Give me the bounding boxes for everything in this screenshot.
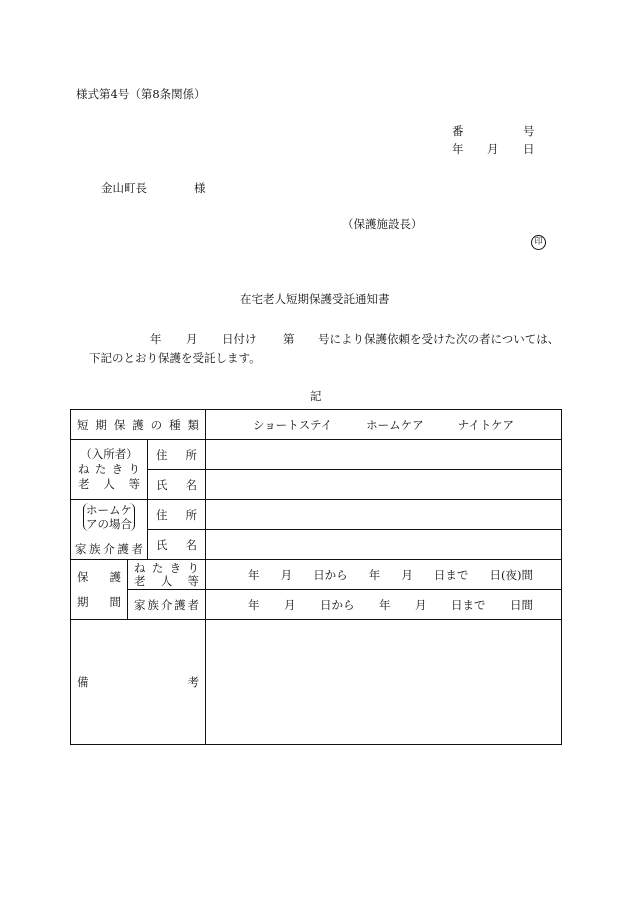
homecare-note bbox=[83, 503, 135, 531]
date-year-label: 年 bbox=[452, 142, 464, 156]
form-number: 様式第4号（第8条関係） bbox=[76, 87, 206, 101]
date-month-label: 月 bbox=[487, 142, 499, 156]
remarks-value[interactable] bbox=[206, 620, 562, 745]
addressee-honorific: 様 bbox=[194, 181, 206, 195]
type-option-home-care: ホームケア bbox=[366, 417, 424, 432]
patient-group-line2: 老人等 bbox=[78, 477, 140, 491]
period-label-cell bbox=[71, 560, 128, 620]
seal-mark: 印 bbox=[531, 235, 546, 250]
patient-name-label: 氏名 bbox=[156, 477, 198, 492]
caregiver-name-label-cell bbox=[148, 530, 206, 560]
homecare-note-line2: アの場合 bbox=[86, 516, 132, 531]
caregiver-address-label: 住所 bbox=[156, 507, 198, 522]
notification-table bbox=[70, 409, 562, 745]
number-label: 番 bbox=[452, 124, 464, 138]
period2-duration: 日間 bbox=[510, 597, 534, 612]
type-option-short-stay: ショートステイ bbox=[253, 417, 333, 432]
date-day-label: 日 bbox=[523, 142, 535, 156]
caregiver-address-label-cell bbox=[148, 500, 206, 530]
ki-heading: 記 bbox=[310, 389, 322, 403]
body-month: 月 bbox=[186, 332, 198, 346]
patient-address-value[interactable] bbox=[206, 440, 562, 470]
period-caregiver-label: 家族介護者 bbox=[134, 597, 200, 612]
caregiver-name-label: 氏名 bbox=[156, 537, 198, 552]
addressee-name: 金山町長 bbox=[101, 181, 147, 195]
period2-end-year: 年 bbox=[379, 597, 391, 612]
patient-group-cell bbox=[71, 440, 148, 500]
patient-name-label-cell bbox=[148, 470, 206, 500]
period-bedridden-line1: ねたきり bbox=[134, 560, 200, 575]
type-option-night-care: ナイトケア bbox=[457, 417, 515, 432]
number-suffix: 号 bbox=[523, 124, 535, 138]
document-title: 在宅老人短期保護受託通知書 bbox=[240, 292, 390, 306]
period-label-line1: 保護 bbox=[77, 569, 121, 584]
period-bedridden-label-cell bbox=[128, 560, 206, 590]
remarks-label-cell bbox=[71, 620, 206, 745]
period2-end-day: 日まで bbox=[451, 597, 486, 612]
period2-start-year: 年 bbox=[248, 597, 260, 612]
period1-start-year: 年 bbox=[248, 567, 260, 582]
type-label: 短期保護の種類 bbox=[77, 417, 200, 432]
patient-group-line1: ねたきり bbox=[78, 462, 140, 476]
body-dai: 第 bbox=[283, 332, 295, 346]
body-line2: 下記のとおり保護を受託します。 bbox=[89, 351, 261, 365]
period1-duration: 日(夜)間 bbox=[489, 567, 533, 582]
remarks-label-1: 備 bbox=[77, 675, 89, 689]
patient-name-value[interactable] bbox=[206, 470, 562, 500]
patient-address-label-cell bbox=[148, 440, 206, 470]
period-row2-cell[interactable] bbox=[206, 590, 562, 620]
type-label-cell bbox=[71, 410, 206, 440]
homecare-note-line1: ホームケ bbox=[86, 502, 132, 517]
body-dated: 日付け bbox=[222, 332, 257, 346]
remarks-label-2: 考 bbox=[187, 675, 200, 689]
period2-end-month: 月 bbox=[415, 597, 427, 612]
body-year: 年 bbox=[150, 332, 162, 346]
caregiver-group-cell bbox=[71, 500, 148, 560]
caregiver-label: 家族介護者 bbox=[75, 541, 143, 556]
period-caregiver-label-cell bbox=[128, 590, 206, 620]
period1-start-month: 月 bbox=[280, 567, 293, 582]
patient-group-caption: （入所者） bbox=[80, 447, 138, 461]
period-label-line2: 期間 bbox=[77, 594, 121, 609]
period1-end-year: 年 bbox=[368, 567, 381, 582]
caregiver-address-value[interactable] bbox=[206, 500, 562, 530]
patient-address-label: 住所 bbox=[156, 447, 198, 462]
caregiver-name-value[interactable] bbox=[206, 530, 562, 560]
period-bedridden-line2: 老人等 bbox=[134, 573, 200, 588]
body-line1-rest: 号により保護依頼を受けた次の者については、 bbox=[318, 332, 560, 346]
period1-end-month: 月 bbox=[401, 567, 413, 582]
period1-start-day: 日から bbox=[313, 567, 348, 582]
period1-end-day: 日まで bbox=[433, 567, 469, 582]
type-options-cell bbox=[206, 410, 562, 440]
period2-start-month: 月 bbox=[284, 597, 296, 612]
sender-title: （保護施設長） bbox=[342, 217, 423, 231]
period2-start-day: 日から bbox=[320, 597, 355, 612]
period-row1-cell[interactable] bbox=[206, 560, 562, 590]
